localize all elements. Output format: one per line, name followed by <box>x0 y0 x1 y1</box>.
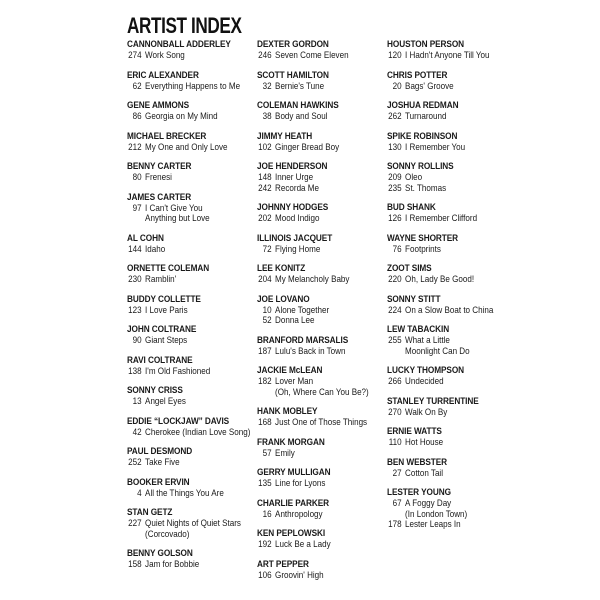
song-title: On a Slow Boat to China <box>405 303 494 315</box>
page-number: 52 <box>262 314 272 325</box>
page-number: 86 <box>132 110 142 121</box>
artist-name: SCOTT HAMILTON <box>257 69 329 81</box>
song-entry <box>257 478 364 489</box>
artist-entry <box>387 202 517 224</box>
song-entry <box>387 213 499 224</box>
song-entry <box>387 50 499 61</box>
page-number: 130 <box>388 140 402 152</box>
song-title: Idaho <box>145 242 166 254</box>
song-entry <box>257 509 364 520</box>
song-title: Lover Man (Oh, Where Can You Be?) <box>275 375 369 397</box>
song-title: Seven Come Eleven <box>275 49 349 60</box>
page-number: 62 <box>132 79 142 91</box>
song-title: Jam for Bobbie <box>145 558 200 569</box>
page-number: 13 <box>132 395 142 406</box>
song-title: Donna Lee <box>275 314 315 325</box>
artist-entry <box>257 559 381 581</box>
song-title: I Hadn't Anyone Till You <box>405 49 490 60</box>
song-entry <box>387 111 499 122</box>
song-entry <box>257 375 369 397</box>
song-entry <box>127 172 234 183</box>
artist-entry <box>127 233 251 255</box>
artist-name: HOUSTON PERSON <box>387 39 465 50</box>
artist-name: RAVI COLTRANE <box>127 354 193 366</box>
song-entry <box>127 366 234 377</box>
artist-entry <box>127 70 251 92</box>
artist-entry <box>387 324 517 356</box>
page-number: 212 <box>128 140 142 152</box>
page-number: 32 <box>262 79 272 91</box>
artist-entry <box>257 365 381 397</box>
artist-entry <box>387 233 517 255</box>
page-number: 80 <box>132 171 142 182</box>
page-number: 76 <box>392 242 402 254</box>
page-number: 187 <box>258 344 272 356</box>
artist-entry <box>257 467 381 489</box>
song-entry <box>127 335 234 346</box>
page-number: 102 <box>258 140 272 152</box>
page-number: 138 <box>128 364 142 376</box>
song-entry <box>257 539 364 550</box>
song-title: I Remember You <box>405 140 466 152</box>
artist-entry <box>257 100 381 122</box>
page-title: ARTIST INDEX <box>127 13 242 38</box>
artist-name: JOSHUA REDMAN <box>387 100 459 111</box>
artist-entry <box>257 131 381 153</box>
song-entry <box>127 50 234 61</box>
artist-name: LUCKY THOMPSON <box>387 365 465 376</box>
artist-name: SONNY ROLLINS <box>387 161 454 172</box>
artist-name: EDDIE “LOCKJAW” DAVIS <box>127 415 230 427</box>
song-title: All the Things You Are <box>145 486 224 498</box>
artist-name: BEN WEBSTER <box>387 456 448 468</box>
artist-entry <box>127 477 251 499</box>
song-entry <box>257 213 364 224</box>
song-title: Giant Steps <box>145 334 188 345</box>
artist-name: JOE HENDERSON <box>257 161 328 172</box>
page-number: 90 <box>132 334 142 345</box>
artist-name: ORNETTE COLEMAN <box>127 263 210 274</box>
artist-name: GENE AMMONS <box>127 100 190 111</box>
artist-entry <box>257 294 381 326</box>
song-entry <box>387 335 499 356</box>
song-title: Mood Indigo <box>275 212 320 223</box>
page-number: 126 <box>388 212 402 223</box>
song-title: Turnaround <box>405 110 447 121</box>
artist-entry <box>127 548 251 570</box>
artist-entry <box>257 263 381 285</box>
artist-name: CHRIS POTTER <box>387 69 448 81</box>
song-entry <box>257 244 364 255</box>
artist-name: STAN GETZ <box>127 507 173 518</box>
artist-name: BRANFORD MARSALIS <box>257 334 349 346</box>
song-entry <box>387 519 499 530</box>
song-entry <box>387 407 499 418</box>
song-title: Quiet Nights of Quiet Stars (Corcovado) <box>145 517 241 539</box>
artist-name: ART PEPPER <box>257 558 309 570</box>
song-title: St. Thomas <box>405 181 447 193</box>
song-title: Hot House <box>405 436 444 447</box>
page-number: 220 <box>388 273 402 284</box>
page-number: 262 <box>388 110 402 121</box>
song-entry <box>257 274 364 285</box>
artist-entry <box>257 437 381 459</box>
artist-name: CANNONBALL ADDERLEY <box>127 39 231 50</box>
artist-entry <box>387 131 517 153</box>
song-title: I'm Old Fashioned <box>145 364 211 376</box>
song-title: Cherokee (Indian Love Song) <box>145 425 251 437</box>
artist-name: MICHAEL BRECKER <box>127 130 207 142</box>
page-number: 202 <box>258 212 272 223</box>
page-number: 192 <box>258 538 272 549</box>
page-number: 135 <box>258 477 272 488</box>
artist-name: WAYNE SHORTER <box>387 232 459 244</box>
artist-entry <box>127 161 251 183</box>
song-entry <box>387 437 499 448</box>
artist-entry <box>127 192 251 224</box>
song-title: Cotton Tail <box>405 466 444 478</box>
song-title: A Foggy Day (In London Town) <box>405 497 468 519</box>
page-number: 148 <box>258 171 272 182</box>
song-entry <box>127 203 234 224</box>
artist-entry <box>127 507 251 539</box>
song-title: Just One of Those Things <box>275 416 368 427</box>
page-number: 270 <box>388 405 402 417</box>
song-title: I Can't Give You Anything but Love <box>145 201 210 223</box>
artist-name: JIMMY HEATH <box>257 130 313 142</box>
song-title: Ramblin' <box>145 273 177 284</box>
song-title: Walk On By <box>405 405 448 417</box>
song-entry <box>387 498 499 519</box>
page-number: 209 <box>388 171 402 182</box>
artist-entry <box>257 202 381 224</box>
page-number: 67 <box>392 497 402 508</box>
artist-name: KEN PEPLOWSKI <box>257 528 326 539</box>
artist-entry <box>127 324 251 346</box>
page-number: 255 <box>388 334 402 345</box>
song-title: Luck Be a Lady <box>275 538 331 549</box>
artist-name: BENNY CARTER <box>127 161 192 172</box>
song-title: Inner Urge <box>275 171 314 182</box>
song-entry <box>127 142 234 153</box>
song-entry <box>127 425 251 438</box>
artist-entry <box>257 406 381 428</box>
artist-entry <box>257 498 381 520</box>
song-title: Georgia on My Mind <box>145 110 218 121</box>
page-number: 252 <box>128 456 142 467</box>
index-column-2 <box>257 39 381 589</box>
artist-name: HANK MOBLEY <box>257 406 318 417</box>
song-title: Ginger Bread Boy <box>275 140 340 152</box>
artist-name: BUD SHANK <box>387 202 436 213</box>
artist-name: BUDDY COLLETTE <box>127 293 201 305</box>
song-entry <box>127 274 234 285</box>
artist-entry <box>127 131 251 153</box>
song-title: Line for Lyons <box>275 477 326 488</box>
page-number: 246 <box>258 49 272 60</box>
song-title: Oleo <box>405 171 423 182</box>
artist-name: ERNIE WATTS <box>387 426 442 437</box>
artist-entry <box>387 100 517 122</box>
song-title: My Melancholy Baby <box>275 273 350 284</box>
song-entry <box>127 305 234 316</box>
artist-entry <box>387 426 517 448</box>
song-title: Lulu's Back in Town <box>275 344 346 356</box>
song-entry <box>127 111 234 122</box>
song-title: Groovin' High <box>275 568 324 580</box>
page-number: 106 <box>258 568 272 580</box>
page-number: 224 <box>388 303 402 315</box>
artist-entry <box>257 233 381 255</box>
artist-entry <box>387 396 517 418</box>
artist-entry <box>127 416 251 438</box>
artist-entry <box>127 385 251 407</box>
page-number: 274 <box>128 49 142 60</box>
artist-name: LEW TABACKIN <box>387 324 450 335</box>
page-number: 97 <box>132 201 142 213</box>
artist-name: ILLINOIS JACQUET <box>257 232 333 244</box>
artist-name: JACKIE McLEAN <box>257 365 323 376</box>
song-title: My One and Only Love <box>145 140 228 152</box>
artist-name: LESTER YOUNG <box>387 487 451 498</box>
page-number: 158 <box>128 558 142 569</box>
artist-name: PAUL DESMOND <box>127 446 193 457</box>
song-title: Recorda Me <box>275 181 319 193</box>
page-number: 144 <box>128 242 142 254</box>
artist-entry <box>387 263 517 285</box>
song-title: Oh, Lady Be Good! <box>405 273 475 284</box>
song-entry <box>387 183 499 194</box>
artist-name: SONNY STITT <box>387 293 441 305</box>
artist-entry <box>127 100 251 122</box>
artist-entry <box>387 457 517 479</box>
song-entry <box>257 81 364 92</box>
page-number: 72 <box>262 242 272 254</box>
song-entry <box>257 183 364 194</box>
song-entry <box>387 305 499 316</box>
artist-name: STANLEY TURRENTINE <box>387 395 479 407</box>
artist-name: BENNY GOLSON <box>127 548 193 559</box>
artist-entry <box>387 161 517 193</box>
artist-entry <box>387 70 517 92</box>
song-title: I Remember Clifford <box>405 212 478 223</box>
song-entry <box>127 457 234 468</box>
artist-name: GERRY MULLIGAN <box>257 467 331 478</box>
page-number: 110 <box>388 436 402 447</box>
page-number: 182 <box>258 375 272 386</box>
artist-entry <box>127 294 251 316</box>
artist-entry <box>387 39 517 61</box>
artist-entry <box>387 294 517 316</box>
artist-name: SONNY CRISS <box>127 385 183 396</box>
artist-name: JOHN COLTRANE <box>127 324 197 335</box>
song-entry <box>257 111 364 122</box>
song-entry <box>387 274 499 285</box>
artist-name: JOHNNY HODGES <box>257 202 329 213</box>
artist-name: JAMES CARTER <box>127 191 192 203</box>
song-title: Body and Soul <box>275 110 328 121</box>
song-entry <box>387 244 499 255</box>
song-entry <box>387 81 499 92</box>
song-title: Work Song <box>145 49 185 60</box>
artist-entry <box>127 355 251 377</box>
artist-entry <box>127 39 251 61</box>
song-entry <box>127 396 234 407</box>
song-title: Take Five <box>145 456 180 467</box>
artist-entry <box>387 487 517 530</box>
song-entry <box>257 315 364 326</box>
page-number: 204 <box>258 273 272 284</box>
song-entry <box>257 50 364 61</box>
song-entry <box>127 488 234 499</box>
page-number: 178 <box>388 518 402 529</box>
song-entry <box>257 448 364 459</box>
artist-name: CHARLIE PARKER <box>257 497 329 509</box>
song-title: What a Little Moonlight Can Do <box>405 334 470 356</box>
artist-entry <box>127 446 251 468</box>
artist-name: ERIC ALEXANDER <box>127 69 199 81</box>
page-number: 227 <box>128 517 142 528</box>
artist-name: ZOOT SIMS <box>387 263 432 274</box>
song-title: Lester Leaps In <box>405 518 461 529</box>
song-title: Bernie's Tune <box>275 79 325 91</box>
artist-name: AL COHN <box>127 232 164 244</box>
page-number: 168 <box>258 416 272 427</box>
index-column-1 <box>127 39 251 579</box>
page-number: 42 <box>132 425 142 437</box>
page-number: 4 <box>137 486 142 498</box>
song-entry <box>257 416 368 428</box>
artist-name: DEXTER GORDON <box>257 39 329 50</box>
song-entry <box>387 376 499 387</box>
page-number: 266 <box>388 375 402 386</box>
song-title: Flying Home <box>275 242 321 254</box>
index-column-3 <box>387 39 517 539</box>
artist-name: SPIKE ROBINSON <box>387 130 458 142</box>
page-number: 38 <box>262 110 272 121</box>
page-number: 10 <box>262 303 272 315</box>
song-entry <box>127 79 241 92</box>
artist-name: JOE LOVANO <box>257 293 310 305</box>
song-title: Anthropology <box>275 507 323 519</box>
page-number: 235 <box>388 181 402 193</box>
song-entry <box>387 468 499 479</box>
song-title: Bags' Groove <box>405 79 454 91</box>
song-entry <box>257 346 364 357</box>
song-title: Undecided <box>405 375 444 386</box>
song-title: Frenesi <box>145 171 172 182</box>
song-entry <box>387 142 499 153</box>
artist-name: LEE KONITZ <box>257 263 306 274</box>
artist-name: BOOKER ERVIN <box>127 476 190 488</box>
song-title: Everything Happens to Me <box>145 79 241 91</box>
artist-entry <box>257 39 381 61</box>
artist-entry <box>257 528 381 550</box>
song-entry <box>257 570 364 581</box>
page-number: 242 <box>258 181 272 193</box>
artist-entry <box>257 335 381 357</box>
song-title: Angel Eyes <box>145 395 186 406</box>
song-title: Alone Together <box>275 303 330 315</box>
artist-entry <box>257 70 381 92</box>
song-entry <box>257 142 364 153</box>
page-number: 230 <box>128 273 142 284</box>
song-title: Emily <box>275 446 295 458</box>
song-entry <box>127 244 234 255</box>
page-number: 20 <box>392 79 402 91</box>
artist-name: COLEMAN HAWKINS <box>257 100 339 111</box>
page-number: 57 <box>262 446 272 458</box>
artist-name: FRANK MORGAN <box>257 436 325 448</box>
song-title: I Love Paris <box>145 303 188 315</box>
artist-entry <box>257 161 381 193</box>
page-number: 27 <box>392 466 402 478</box>
song-title: Footprints <box>405 242 441 254</box>
song-entry <box>127 517 241 539</box>
artist-entry <box>387 365 517 387</box>
page-number: 16 <box>262 507 272 519</box>
page-number: 120 <box>388 49 402 60</box>
page-number: 123 <box>128 303 142 315</box>
song-entry <box>127 559 234 570</box>
artist-entry <box>127 263 251 285</box>
